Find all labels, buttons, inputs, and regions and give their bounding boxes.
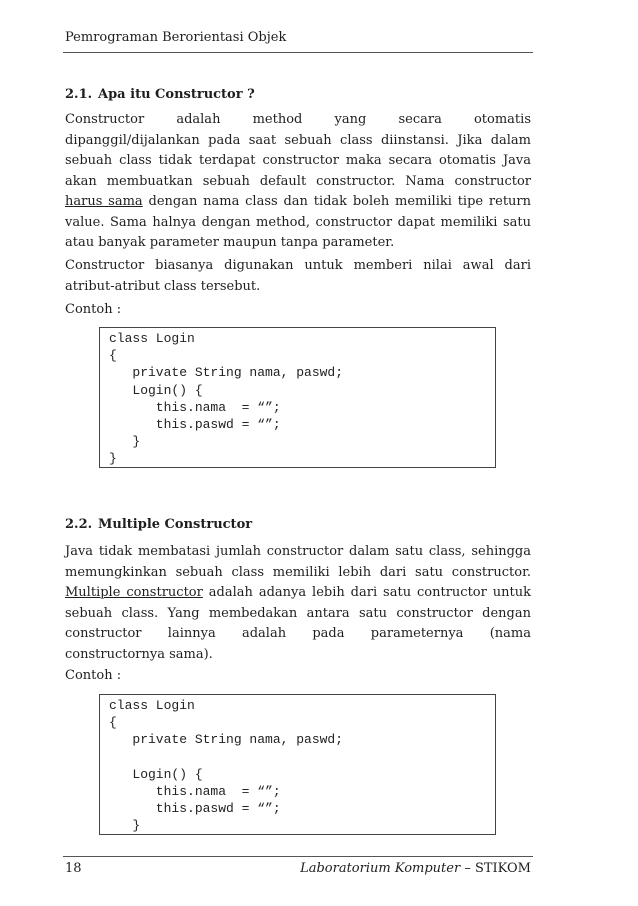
paragraph-line: sebuah class. Yang membedakan antara satu constructor dengan: [65, 605, 531, 621]
header-divider: [63, 52, 533, 53]
paragraph-line: Constructor adalah method yang secara otomatis: [65, 112, 531, 127]
code-line: Login() {: [109, 382, 203, 398]
section-title: Multiple Constructor: [98, 517, 253, 532]
paragraph-line: [65, 192, 531, 213]
section-number: 2.1.: [65, 87, 93, 102]
paragraph-line: atribut-atribut class tersebut.: [65, 278, 261, 294]
code-line: this.paswd = “”;: [109, 416, 281, 432]
code-line: }: [109, 451, 117, 467]
code-line: Login() {: [109, 766, 203, 782]
paragraph-line: Constructor biasanya digunakan untuk memberi nilai awal dari: [65, 258, 531, 273]
section-heading-2-2: [65, 517, 252, 532]
paragraph-line: sebuah class tidak terdapat constructor maka secara otomatis Java: [65, 153, 531, 168]
code-line: private String nama, paswd;: [109, 732, 344, 748]
page-header-title: Pemrograman Berorientasi Objek: [65, 30, 287, 45]
paragraph-line: atau banyak parameter maupun tanpa parameter.: [65, 235, 395, 250]
code-line: }: [109, 434, 141, 450]
code-line: class Login: [109, 698, 195, 713]
code-line: this.paswd = “”;: [109, 801, 281, 817]
footer-divider: [63, 856, 533, 857]
section-heading-2-1: [65, 87, 255, 102]
code-block-example-1: [99, 327, 496, 468]
page-number: 18: [65, 861, 82, 876]
code-line: {: [109, 715, 117, 731]
paragraph-line: dipanggil/dijalankan pada saat sebuah class diinstansi. Jika dalam: [65, 132, 531, 148]
paragraph-line: Java tidak membatasi jumlah constructor dalam satu class, sehingga: [65, 544, 531, 559]
section-title: Apa itu Constructor ?: [98, 87, 255, 102]
code-line: this.nama = “”;: [109, 399, 281, 415]
paragraph-line: [65, 583, 531, 604]
underlined-term: Multiple constructor: [65, 585, 203, 600]
footer-lab-suffix: – STIKOM: [460, 861, 531, 876]
example-label: Contoh :: [65, 668, 122, 683]
paragraph-line: memungkinkan sebuah class memiliki lebih dari satu constructor.: [65, 564, 531, 580]
paragraph-line: constructornya sama).: [65, 646, 213, 662]
paragraph-text: adalah adanya lebih dari satu contructor untuk: [202, 585, 531, 600]
code-line: private String nama, paswd;: [109, 365, 344, 381]
paragraph-line: constructor lainnya adalah pada parameternya (nama: [65, 626, 531, 641]
code-line: class Login: [109, 331, 195, 346]
code-line: this.nama = “”;: [109, 783, 281, 799]
section-number: 2.2.: [65, 517, 93, 532]
paragraph-constructor-usage: [65, 256, 531, 297]
code-line: }: [109, 818, 141, 834]
underlined-term: harus sama: [65, 194, 143, 209]
footer-lab-italic: Laboratorium Komputer: [300, 861, 461, 876]
paragraph-line: value. Sama halnya dengan method, constructor dapat memiliki satu: [65, 214, 531, 230]
paragraph-constructor-definition: [65, 110, 531, 254]
paragraph-line: akan membuatkan sebuah default constructor. Nama constructor: [65, 173, 531, 189]
paragraph-multiple-constructor: [65, 542, 531, 665]
code-line: {: [109, 348, 117, 364]
footer-lab-name: [300, 861, 531, 876]
code-line: [109, 749, 495, 766]
code-block-example-2: [99, 694, 496, 835]
paragraph-text: dengan nama class dan tidak boleh memiliki tipe return: [142, 194, 531, 209]
example-label: Contoh :: [65, 302, 122, 317]
